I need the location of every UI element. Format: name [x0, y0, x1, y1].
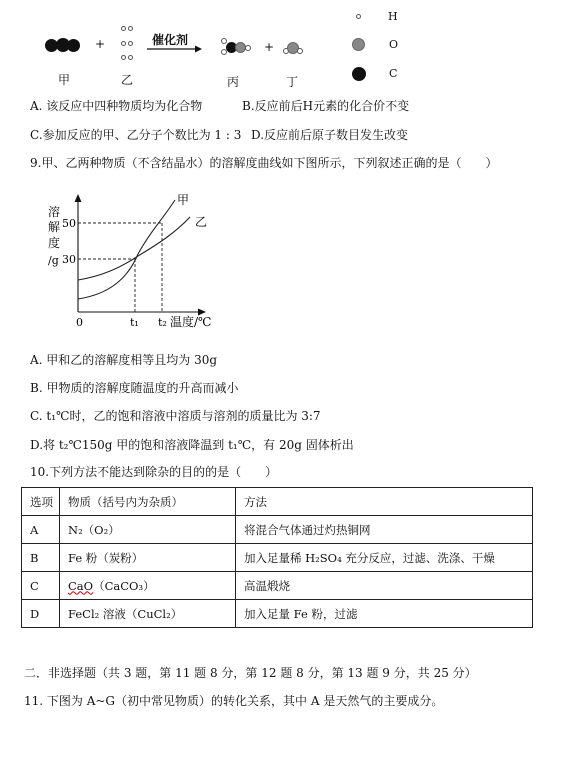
reaction-arrow [146, 44, 204, 54]
xtick-label: t₁ [130, 316, 139, 329]
carbon-atom-icon [352, 67, 366, 81]
q8-option-d: D.反应前后原子数目发生改变 [251, 128, 409, 142]
table-cell-option: A [22, 516, 60, 544]
y-axis-arrow [75, 194, 82, 202]
molecule-label-ding: 丁 [286, 75, 299, 89]
ylabel-char: /g [48, 254, 59, 267]
xtick-label: t₂ [158, 316, 167, 329]
q9-option-b: B. 甲物质的溶解度随温度的升高而减小 [30, 381, 239, 395]
table-cell-substance: N₂（O₂） [60, 516, 236, 544]
table-row [22, 516, 533, 544]
atom-oxygen-dark [67, 39, 80, 52]
table-header: 选项 [22, 488, 60, 516]
curve-jia [78, 200, 175, 299]
xlabel: 温度/℃ [170, 315, 212, 329]
legend-symbol: O [389, 38, 399, 51]
table-header: 方法 [236, 488, 533, 516]
curve-label-yi: 乙 [195, 215, 208, 229]
table-header-row [22, 488, 533, 516]
q9-option-a: A. 甲和乙的溶解度相等且均为 30g [30, 353, 218, 367]
ytick-label: 50 [62, 217, 76, 230]
table-cell-method: 加入足量 Fe 粉，过滤 [236, 600, 533, 628]
legend-symbol: C [389, 67, 398, 80]
table-cell-substance [60, 572, 236, 600]
section-heading: 二．非选择题（共 3 题，第 11 题 8 分，第 12 题 8 分，第 13 题 9 分，共 25 分） [24, 666, 477, 680]
hydrogen-atom-icon [356, 14, 361, 19]
q8-option-a: A. 该反应中四种物质均为化合物 [30, 99, 203, 113]
oxygen-atom-icon [352, 38, 365, 51]
molecule-label-jia: 甲 [58, 73, 71, 87]
ylabel-char: 溶 [48, 205, 61, 219]
q9-option-d: D.将 t₂℃150g 甲的饱和溶液降温到 t₁℃，有 20g 固体析出 [30, 438, 354, 452]
table-cell-method: 高温煅烧 [236, 572, 533, 600]
table-cell-method: 加入足量稀 H₂SO₄ 充分反应，过滤、洗涤、干燥 [236, 544, 533, 572]
q8-option-b: B.反应前后H元素的化合价不变 [242, 99, 410, 113]
ylabel-char: 度 [48, 236, 61, 250]
table-row [22, 600, 533, 628]
table-cell-substance: FeCl₂ 溶液（CuCl₂） [60, 600, 236, 628]
ylabel-char: 解 [48, 220, 61, 234]
table-row [22, 572, 533, 600]
table-cell-option: C [22, 572, 60, 600]
table-cell-option: D [22, 600, 60, 628]
q9-stem: 9.甲、乙两种物质（不含结晶水）的溶解度曲线如下图所示，下列叙述正确的是（ ） [30, 156, 498, 170]
molecule-label-bing: 丙 [227, 75, 240, 89]
substance-impurity: （CaCO₃） [93, 578, 155, 593]
table-header: 物质（括号内为杂质） [60, 488, 236, 516]
q10-table [21, 487, 533, 628]
curve-yi [78, 217, 190, 280]
q10-stem: 10.下列方法不能达到除杂的目的的是（ ） [30, 465, 278, 479]
q11-stem: 11. 下图为 A~G（初中常见物质）的转化关系，其中 A 是天然气的主要成分。 [24, 694, 444, 708]
table-row [22, 544, 533, 572]
ytick-label: 30 [62, 253, 76, 266]
plus-sign: + [95, 37, 106, 51]
q9-option-c: C. t₁℃时，乙的饱和溶液中溶质与溶剂的质量比为 3:7 [30, 409, 321, 423]
molecule-label-yi: 乙 [121, 73, 134, 87]
catalyst-label: 催化剂 [152, 33, 189, 47]
curve-label-jia: 甲 [177, 193, 190, 207]
legend-symbol: H [388, 10, 398, 23]
table-cell-option: B [22, 544, 60, 572]
origin-label: 0 [76, 316, 83, 329]
spellcheck-underlined-text: CaO [68, 578, 94, 593]
table-cell-substance: Fe 粉（炭粉） [60, 544, 236, 572]
plus-sign: + [264, 40, 275, 54]
q8-option-c: C.参加反应的甲、乙分子个数比为 1 : 3 [30, 128, 242, 142]
table-cell-method: 将混合气体通过灼热铜网 [236, 516, 533, 544]
solubility-chart [40, 190, 230, 335]
